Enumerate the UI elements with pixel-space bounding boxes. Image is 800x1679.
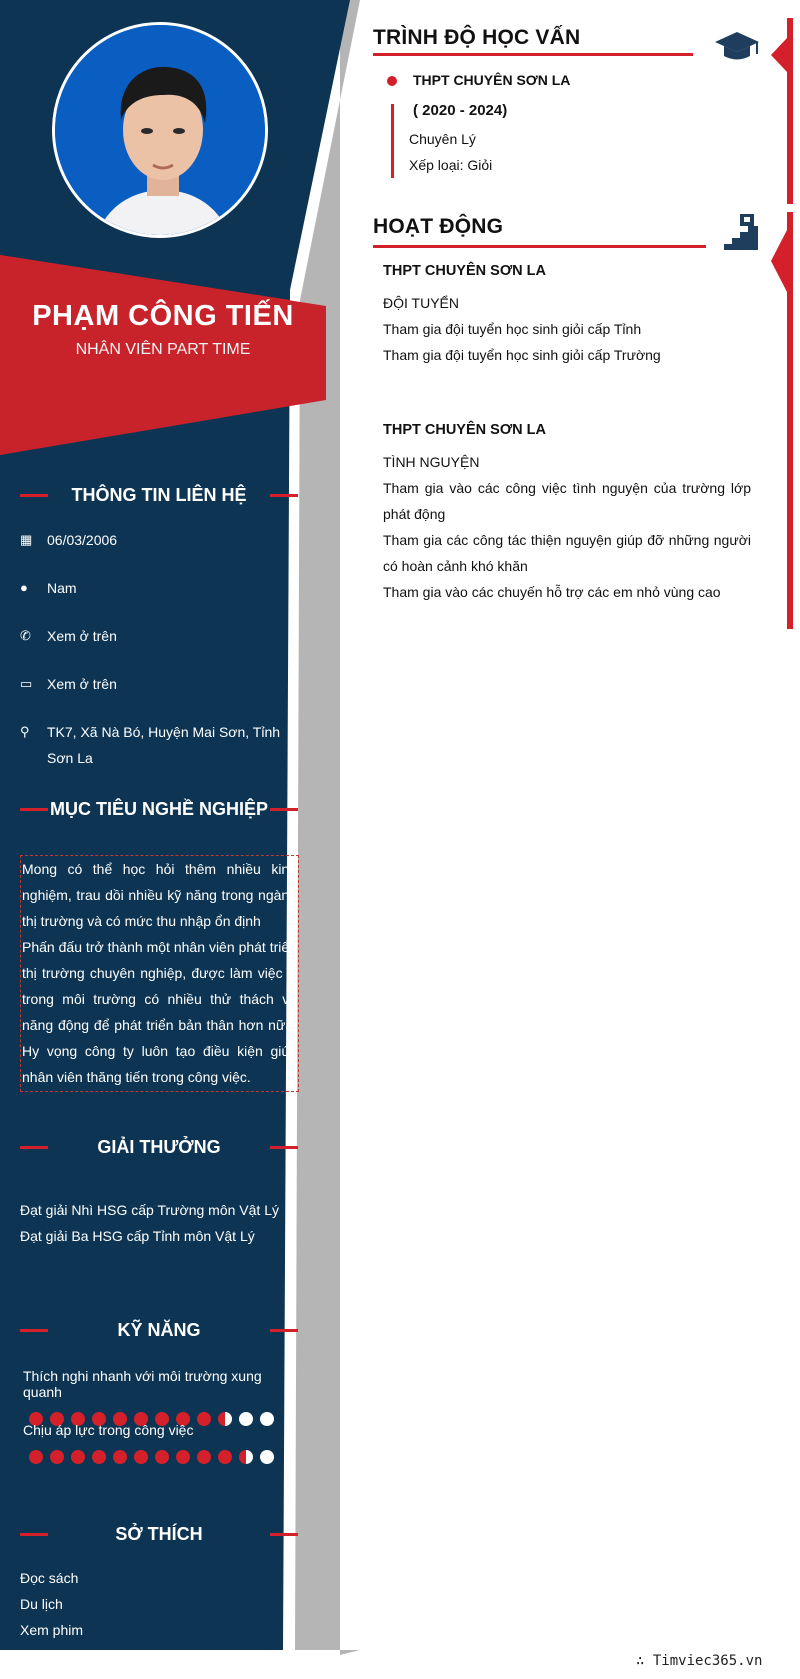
skill-item bbox=[23, 1368, 303, 1426]
skill-name: Chịu áp lực trong công việc bbox=[23, 1422, 194, 1438]
hobbies-list bbox=[20, 1565, 300, 1643]
watermark: ∴ Timviec365.vn bbox=[636, 1653, 763, 1669]
activity-org: THPT CHUYÊN SƠN LA bbox=[383, 422, 547, 438]
activity-item bbox=[383, 258, 751, 368]
activity-role: TÌNH NGUYỆN bbox=[383, 454, 480, 470]
activity-org: THPT CHUYÊN SƠN LA bbox=[383, 263, 547, 279]
rating-dot bbox=[92, 1450, 106, 1464]
awards-section-title: GIẢI THƯỞNG bbox=[20, 1137, 298, 1158]
stairs-trophy-icon bbox=[722, 212, 762, 252]
contact-email: ▭ Xem ở trên bbox=[20, 671, 300, 697]
rating-dot bbox=[155, 1450, 169, 1464]
hobby-item: Đọc sách bbox=[20, 1570, 79, 1586]
goal-paragraph-2: Phấn đấu trở thành một nhân viên phát triển thị trường chuyên nghiệp, được làm việc ở trong môi trường có nhiều thử thách và năng động để phát triển bản thân hơn nữa. Hy vọng công ty luôn tạo điều kiện giúp nhân viên thăng tiến trong công việc. bbox=[22, 939, 297, 1085]
rating-dot bbox=[50, 1450, 64, 1464]
calendar-icon: ▦ bbox=[20, 532, 33, 547]
accent-arrow bbox=[771, 230, 787, 292]
skill-rating bbox=[23, 1450, 303, 1464]
avatar bbox=[52, 22, 268, 238]
education-section-title: TRÌNH ĐỘ HỌC VẤN bbox=[373, 26, 581, 49]
hobbies-section-title: SỞ THÍCH bbox=[20, 1524, 298, 1545]
activity-line: Tham gia vào các công việc tình nguyện của trường lớp phát động bbox=[383, 480, 751, 522]
graduation-cap-icon bbox=[713, 28, 761, 64]
full-name: PHẠM CÔNG TIẾN bbox=[32, 300, 294, 332]
contact-birthday: ▦ 06/03/2006 bbox=[20, 527, 300, 553]
activities-section-title: HOẠT ĐỘNG bbox=[373, 215, 504, 238]
skills-section-title: KỸ NĂNG bbox=[20, 1320, 298, 1341]
rating-dot bbox=[239, 1450, 253, 1464]
activity-line: Tham gia đội tuyển học sinh giỏi cấp Tỉnh bbox=[383, 321, 642, 337]
education-grade: Xếp loại: Giỏi bbox=[409, 157, 493, 173]
award-item: Đạt giải Ba HSG cấp Tỉnh môn Vật Lý bbox=[20, 1228, 255, 1244]
right-accent-bar bbox=[787, 212, 793, 629]
goal-section-title: MỤC TIÊU NGHỀ NGHIỆP bbox=[20, 799, 298, 820]
person-icon: ● bbox=[20, 580, 28, 595]
job-title: NHÂN VIÊN PART TIME bbox=[75, 341, 251, 358]
activity-line: Tham gia đội tuyển học sinh giỏi cấp Trường bbox=[383, 347, 661, 363]
hobby-item: Du lịch bbox=[20, 1596, 63, 1612]
contact-address: ⚲ TK7, Xã Nà Bó, Huyện Mai Sơn, Tỉnh Sơn La bbox=[20, 719, 300, 771]
rating-dot bbox=[176, 1450, 190, 1464]
activity-line: Tham gia vào các chuyến hỗ trợ các em nhỏ vùng cao bbox=[383, 584, 721, 600]
rating-dot bbox=[218, 1450, 232, 1464]
award-item: Đạt giải Nhì HSG cấp Trường môn Vật Lý bbox=[20, 1202, 279, 1218]
education-major: Chuyên Lý bbox=[409, 131, 476, 147]
activity-role: ĐỘI TUYỂN bbox=[383, 295, 459, 311]
rating-dot bbox=[113, 1450, 127, 1464]
contact-list bbox=[20, 527, 300, 793]
rating-dot bbox=[260, 1450, 274, 1464]
right-accent-bar bbox=[787, 18, 793, 204]
contact-phone: ✆ Xem ở trên bbox=[20, 623, 300, 649]
phone-icon: ✆ bbox=[20, 628, 31, 643]
activity-line: Tham gia các công tác thiện nguyện giúp đỡ những người có hoàn cảnh khó khăn bbox=[383, 532, 751, 574]
timeline-line bbox=[391, 104, 394, 178]
rating-dot bbox=[71, 1450, 85, 1464]
education-school: THPT CHUYÊN SƠN LA bbox=[413, 72, 571, 88]
activity-item bbox=[383, 417, 751, 605]
contact-section-title: THÔNG TIN LIÊN HỆ bbox=[20, 485, 298, 506]
rating-dot bbox=[197, 1450, 211, 1464]
awards-list bbox=[20, 1197, 300, 1249]
location-icon: ⚲ bbox=[20, 724, 30, 739]
accent-arrow bbox=[771, 38, 787, 72]
career-goal bbox=[20, 855, 299, 1092]
skill-item bbox=[23, 1422, 303, 1464]
education-years: ( 2020 - 2024) bbox=[413, 102, 508, 119]
goal-paragraph-1: Mong có thể học hỏi thêm nhiều kinh nghiệm, trau dồi nhiều kỹ năng trong ngành thị trường và có mức thu nhập ổn định bbox=[22, 861, 297, 929]
rating-dot bbox=[29, 1450, 43, 1464]
timeline-dot bbox=[387, 76, 397, 86]
email-icon: ▭ bbox=[20, 676, 33, 691]
skill-name: Thích nghi nhanh với môi trường xung quanh bbox=[23, 1368, 262, 1400]
rating-dot bbox=[134, 1450, 148, 1464]
education-underline bbox=[373, 53, 693, 56]
contact-gender: ● Nam bbox=[20, 575, 300, 601]
hobby-item: Xem phim bbox=[20, 1622, 84, 1638]
activities-underline bbox=[373, 245, 706, 248]
